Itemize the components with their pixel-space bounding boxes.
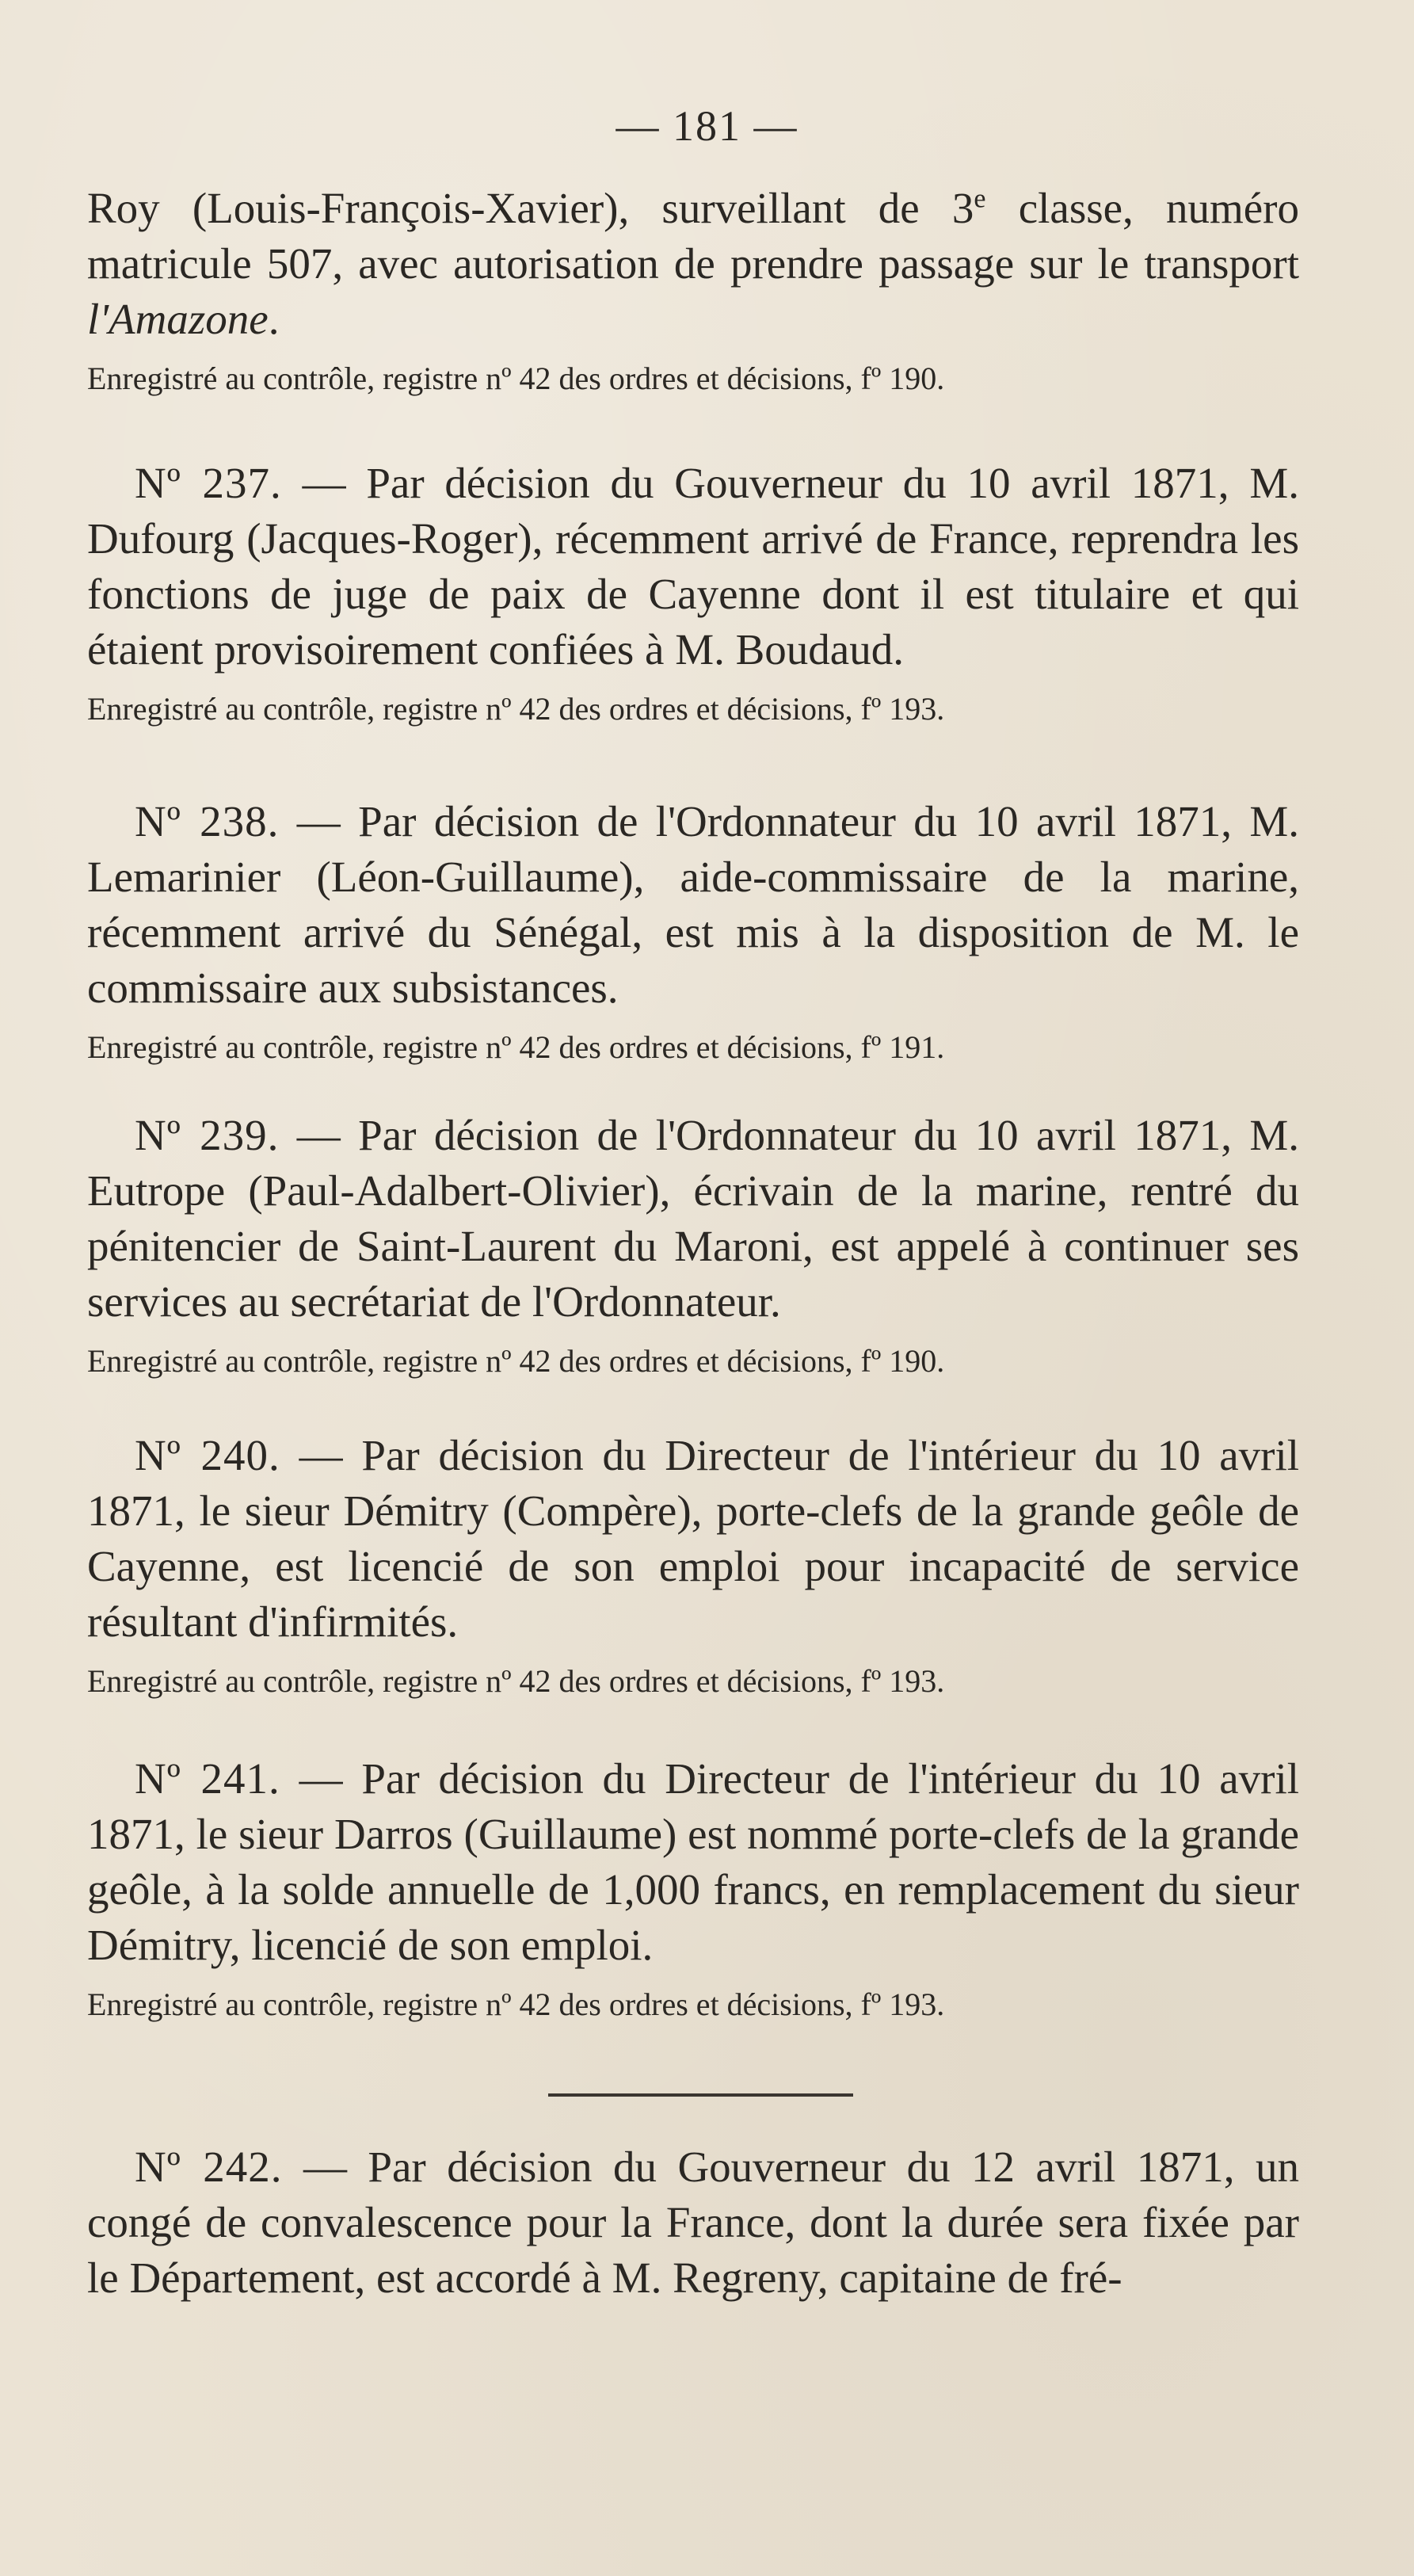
intro-registration: Enregistré au contrôle, registre nº 42 des ordres et décisions, fº 190.: [87, 361, 945, 396]
entry-text: — Par décision du Directeur de l'intérieur du 10 avril 1871, le sieur Darros (Guillaume) est nommé porte-clefs de la grande geôle, à la solde annuelle de 1,000 francs, en remplacement du sieur Démitry, licencié de son emploi.: [87, 1754, 1300, 1969]
entry-text: — Par décision du Directeur de l'intérieur du 10 avril 1871, le sieur Démitry (Compère), porte-clefs de la grande geôle de Cayenne, est licencié de son emploi pour incapacité de service résultant d'infirmités.: [87, 1431, 1300, 1646]
entry-registration: Enregistré au contrôle, registre nº 42 des ordres et décisions, fº 191.: [87, 1029, 945, 1065]
intro-text-after: .: [268, 295, 280, 343]
entry-text: — Par décision du Gouverneur du 10 avril 1871, M. Dufourg (Jacques-Roger), récemment arrivé de France, reprendra les fonctions de juge de paix de Cayenne dont il est titulaire et qui étaient provisoirement confiées à M. Boudaud.: [87, 459, 1299, 674]
intro-italic-ship-name: l'Amazone: [87, 295, 269, 343]
entry-240: [87, 1428, 1299, 1702]
entry-number: Nº 240.: [135, 1431, 280, 1479]
entry-paragraph: [87, 1108, 1299, 1330]
entry-number: Nº 239.: [135, 1111, 280, 1159]
entry-number: Nº 238.: [135, 797, 280, 845]
entry-paragraph: [87, 1428, 1299, 1650]
page-number: — 181 —: [616, 102, 798, 150]
entry-text: — Par décision du Gouverneur du 12 avril 1871, un congé de convalescence pour la France, dont la durée sera fixée par le Département, est accordé à M. Regreny, capitaine de fré-: [87, 2143, 1299, 2302]
intro-superscript: e: [974, 184, 986, 214]
entry-paragraph: [87, 456, 1299, 677]
entry-237: [87, 456, 1299, 730]
entry-registration: Enregistré au contrôle, registre nº 42 des ordres et décisions, fº 193.: [87, 1986, 945, 2022]
intro-text-before: Roy (Louis-François-Xavier), surveillant de 3: [87, 184, 974, 232]
intro-text-middle: classe, numéro matricule 507, avec autorisation de prendre passage sur le transport: [87, 184, 1299, 288]
entry-registration: Enregistré au contrôle, registre nº 42 des ordres et décisions, fº 193.: [87, 691, 945, 727]
entry-registration: Enregistré au contrôle, registre nº 42 des ordres et décisions, fº 193.: [87, 1663, 945, 1699]
entry-paragraph: [87, 2139, 1299, 2306]
entry-number: Nº 237.: [135, 459, 282, 507]
entry-text: — Par décision de l'Ordonnateur du 10 avril 1871, M. Eutrope (Paul-Adalbert-Olivier), écrivain de la marine, rentré du pénitencier de Saint-Laurent du Maroni, est appelé à continuer ses services au secrétariat de l'Ordonnateur.: [87, 1111, 1299, 1326]
entry-242: [87, 2139, 1299, 2306]
entry-number: Nº 242.: [135, 2143, 283, 2191]
entry-text: — Par décision de l'Ordonnateur du 10 avril 1871, M. Lemarinier (Léon-Guillaume), aide-commissaire de la marine, récemment arrivé du Sénégal, est mis à la disposition de M. le commissaire aux subsistances.: [87, 797, 1299, 1012]
intro-paragraph: [87, 181, 1299, 347]
entry-238: [87, 794, 1299, 1068]
intro-block: [87, 181, 1299, 399]
entry-239: [87, 1108, 1299, 1382]
entry-241: [87, 1751, 1299, 2025]
entry-number: Nº 241.: [135, 1754, 280, 1803]
entry-registration: Enregistré au contrôle, registre nº 42 des ordres et décisions, fº 190.: [87, 1343, 945, 1379]
entry-paragraph: [87, 1751, 1299, 1973]
section-divider: [548, 2093, 853, 2097]
entry-paragraph: [87, 794, 1299, 1016]
